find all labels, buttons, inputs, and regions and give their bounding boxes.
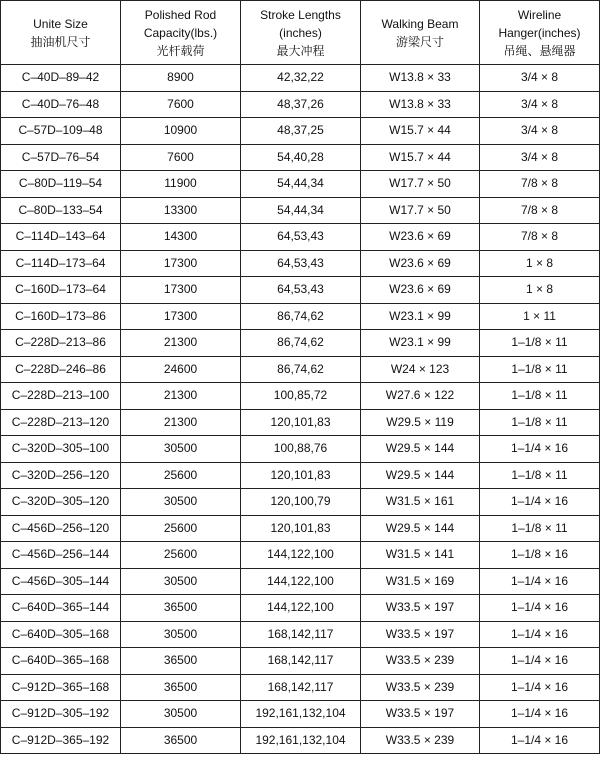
wireline-hanger-cell: 1–1/4 × 16: [480, 595, 600, 622]
polished-rod-capacity-cell: 10900: [121, 118, 241, 145]
stroke-lengths-cell: 64,53,43: [241, 224, 361, 251]
stroke-lengths-cell: 144,122,100: [241, 568, 361, 595]
header-polished-rod-capacity-zh: 光杆载荷: [156, 43, 205, 58]
stroke-lengths-cell: 120,101,83: [241, 409, 361, 436]
walking-beam-cell: W15.7 × 44: [361, 144, 480, 171]
walking-beam-cell: W33.5 × 197: [361, 701, 480, 728]
polished-rod-capacity-cell: 36500: [121, 595, 241, 622]
unit-size-cell: C–912D–365–192: [1, 727, 121, 754]
header-unit-size-en: Unite Size: [33, 16, 88, 31]
walking-beam-cell: W17.7 × 50: [361, 197, 480, 224]
unit-size-cell: C–640D–365–144: [1, 595, 121, 622]
table-row: [1, 118, 600, 145]
table-row: [1, 91, 600, 118]
table-row: [1, 568, 600, 595]
unit-size-cell: C–912D–305–192: [1, 701, 121, 728]
unit-size-cell: C–114D–173–64: [1, 250, 121, 277]
table-row: [1, 648, 600, 675]
unit-size-cell: C–640D–365–168: [1, 648, 121, 675]
table-row: [1, 674, 600, 701]
polished-rod-capacity-cell: 21300: [121, 383, 241, 410]
stroke-lengths-cell: 144,122,100: [241, 595, 361, 622]
table-row: [1, 462, 600, 489]
wireline-hanger-cell: 3/4 × 8: [480, 118, 600, 145]
header-row: [1, 1, 600, 65]
stroke-lengths-cell: 86,74,62: [241, 356, 361, 383]
walking-beam-cell: W13.8 × 33: [361, 65, 480, 92]
polished-rod-capacity-cell: 30500: [121, 436, 241, 463]
header-polished-rod-capacity-en: Polished Rod Capacity(lbs.): [143, 7, 218, 40]
stroke-lengths-cell: 100,85,72: [241, 383, 361, 410]
stroke-lengths-cell: 144,122,100: [241, 542, 361, 569]
unit-size-cell: C–114D–143–64: [1, 224, 121, 251]
table-row: [1, 701, 600, 728]
wireline-hanger-cell: 7/8 × 8: [480, 197, 600, 224]
unit-size-cell: C–40D–89–42: [1, 65, 121, 92]
table-row: [1, 383, 600, 410]
polished-rod-capacity-cell: 14300: [121, 224, 241, 251]
unit-size-cell: C–228D–213–100: [1, 383, 121, 410]
walking-beam-cell: W29.5 × 144: [361, 462, 480, 489]
stroke-lengths-cell: 86,74,62: [241, 303, 361, 330]
wireline-hanger-cell: 1–1/8 × 11: [480, 515, 600, 542]
polished-rod-capacity-cell: 36500: [121, 674, 241, 701]
header-stroke-lengths-zh: 最大冲程: [276, 43, 325, 58]
unit-size-cell: C–228D–246–86: [1, 356, 121, 383]
walking-beam-cell: W29.5 × 144: [361, 515, 480, 542]
walking-beam-cell: W23.1 × 99: [361, 330, 480, 357]
wireline-hanger-cell: 1–1/4 × 16: [480, 727, 600, 754]
stroke-lengths-cell: 168,142,117: [241, 648, 361, 675]
table-row: [1, 409, 600, 436]
stroke-lengths-cell: 120,100,79: [241, 489, 361, 516]
stroke-lengths-cell: 120,101,83: [241, 462, 361, 489]
walking-beam-cell: W24 × 123: [361, 356, 480, 383]
stroke-lengths-cell: 64,53,43: [241, 277, 361, 304]
wireline-hanger-cell: 1–1/4 × 16: [480, 621, 600, 648]
table-row: [1, 171, 600, 198]
wireline-hanger-cell: 1–1/8 × 11: [480, 383, 600, 410]
polished-rod-capacity-cell: 36500: [121, 648, 241, 675]
header-wireline-hanger: [480, 1, 600, 65]
walking-beam-cell: W23.6 × 69: [361, 250, 480, 277]
unit-size-cell: C–40D–76–48: [1, 91, 121, 118]
wireline-hanger-cell: 1–1/4 × 16: [480, 489, 600, 516]
header-walking-beam: [361, 1, 480, 65]
polished-rod-capacity-cell: 21300: [121, 409, 241, 436]
unit-size-cell: C–80D–119–54: [1, 171, 121, 198]
wireline-hanger-cell: 1 × 11: [480, 303, 600, 330]
unit-size-cell: C–456D–305–144: [1, 568, 121, 595]
table-row: [1, 436, 600, 463]
stroke-lengths-cell: 192,161,132,104: [241, 727, 361, 754]
table-row: [1, 595, 600, 622]
unit-size-cell: C–320D–256–120: [1, 462, 121, 489]
stroke-lengths-cell: 168,142,117: [241, 621, 361, 648]
polished-rod-capacity-cell: 25600: [121, 462, 241, 489]
walking-beam-cell: W23.6 × 69: [361, 224, 480, 251]
unit-size-cell: C–228D–213–86: [1, 330, 121, 357]
polished-rod-capacity-cell: 11900: [121, 171, 241, 198]
stroke-lengths-cell: 42,32,22: [241, 65, 361, 92]
wireline-hanger-cell: 3/4 × 8: [480, 144, 600, 171]
polished-rod-capacity-cell: 36500: [121, 727, 241, 754]
walking-beam-cell: W29.5 × 119: [361, 409, 480, 436]
walking-beam-cell: W13.8 × 33: [361, 91, 480, 118]
unit-size-cell: C–57D–76–54: [1, 144, 121, 171]
unit-size-cell: C–228D–213–120: [1, 409, 121, 436]
walking-beam-cell: W29.5 × 144: [361, 436, 480, 463]
walking-beam-cell: W33.5 × 197: [361, 621, 480, 648]
stroke-lengths-cell: 54,40,28: [241, 144, 361, 171]
unit-size-cell: C–912D–365–168: [1, 674, 121, 701]
walking-beam-cell: W23.6 × 69: [361, 277, 480, 304]
stroke-lengths-cell: 54,44,34: [241, 171, 361, 198]
polished-rod-capacity-cell: 7600: [121, 91, 241, 118]
header-walking-beam-zh: 游梁尺寸: [395, 34, 444, 49]
wireline-hanger-cell: 1–1/8 × 11: [480, 462, 600, 489]
table-row: [1, 727, 600, 754]
unit-size-cell: C–456D–256–120: [1, 515, 121, 542]
stroke-lengths-cell: 64,53,43: [241, 250, 361, 277]
polished-rod-capacity-cell: 30500: [121, 701, 241, 728]
wireline-hanger-cell: 1–1/4 × 16: [480, 648, 600, 675]
walking-beam-cell: W33.5 × 197: [361, 595, 480, 622]
unit-size-cell: C–57D–109–48: [1, 118, 121, 145]
unit-size-cell: C–456D–256–144: [1, 542, 121, 569]
table-row: [1, 250, 600, 277]
wireline-hanger-cell: 1–1/8 × 16: [480, 542, 600, 569]
table-row: [1, 330, 600, 357]
walking-beam-cell: W33.5 × 239: [361, 648, 480, 675]
walking-beam-cell: W31.5 × 169: [361, 568, 480, 595]
unit-size-cell: C–80D–133–54: [1, 197, 121, 224]
stroke-lengths-cell: 54,44,34: [241, 197, 361, 224]
wireline-hanger-cell: 1 × 8: [480, 277, 600, 304]
walking-beam-cell: W27.6 × 122: [361, 383, 480, 410]
wireline-hanger-cell: 3/4 × 8: [480, 65, 600, 92]
polished-rod-capacity-cell: 30500: [121, 489, 241, 516]
wireline-hanger-cell: 1–1/4 × 16: [480, 674, 600, 701]
unit-size-cell: C–320D–305–120: [1, 489, 121, 516]
table-row: [1, 489, 600, 516]
table-row: [1, 224, 600, 251]
header-unit-size: [1, 1, 121, 65]
wireline-hanger-cell: 1 × 8: [480, 250, 600, 277]
table-row: [1, 542, 600, 569]
header-stroke-lengths-en: Stroke Lengths (inches): [260, 7, 341, 40]
table-row: [1, 356, 600, 383]
header-unit-size-zh: 抽油机尺寸: [30, 34, 91, 49]
header-walking-beam-en: Walking Beam: [381, 16, 459, 31]
polished-rod-capacity-cell: 17300: [121, 250, 241, 277]
walking-beam-cell: W31.5 × 161: [361, 489, 480, 516]
stroke-lengths-cell: 48,37,25: [241, 118, 361, 145]
header-polished-rod-capacity: [121, 1, 241, 65]
header-wireline-hanger-zh: 吊绳、悬绳器: [503, 43, 576, 58]
polished-rod-capacity-cell: 30500: [121, 621, 241, 648]
table-row: [1, 303, 600, 330]
walking-beam-cell: W33.5 × 239: [361, 674, 480, 701]
wireline-hanger-cell: 1–1/8 × 11: [480, 330, 600, 357]
wireline-hanger-cell: 1–1/4 × 16: [480, 701, 600, 728]
table-body: [1, 65, 600, 754]
table-row: [1, 65, 600, 92]
walking-beam-cell: W15.7 × 44: [361, 118, 480, 145]
stroke-lengths-cell: 86,74,62: [241, 330, 361, 357]
stroke-lengths-cell: 192,161,132,104: [241, 701, 361, 728]
polished-rod-capacity-cell: 17300: [121, 277, 241, 304]
unit-size-cell: C–160D–173–64: [1, 277, 121, 304]
unit-size-cell: C–320D–305–100: [1, 436, 121, 463]
wireline-hanger-cell: 1–1/8 × 11: [480, 356, 600, 383]
stroke-lengths-cell: 100,88,76: [241, 436, 361, 463]
table-header: [1, 1, 600, 65]
header-wireline-hanger-en: Wireline Hanger(inches): [498, 7, 581, 40]
polished-rod-capacity-cell: 8900: [121, 65, 241, 92]
walking-beam-cell: W31.5 × 141: [361, 542, 480, 569]
polished-rod-capacity-cell: 13300: [121, 197, 241, 224]
polished-rod-capacity-cell: 17300: [121, 303, 241, 330]
wireline-hanger-cell: 7/8 × 8: [480, 171, 600, 198]
wireline-hanger-cell: 7/8 × 8: [480, 224, 600, 251]
stroke-lengths-cell: 120,101,83: [241, 515, 361, 542]
polished-rod-capacity-cell: 24600: [121, 356, 241, 383]
wireline-hanger-cell: 1–1/4 × 16: [480, 568, 600, 595]
unit-size-cell: C–640D–305–168: [1, 621, 121, 648]
walking-beam-cell: W17.7 × 50: [361, 171, 480, 198]
polished-rod-capacity-cell: 25600: [121, 515, 241, 542]
polished-rod-capacity-cell: 30500: [121, 568, 241, 595]
polished-rod-capacity-cell: 25600: [121, 542, 241, 569]
wireline-hanger-cell: 3/4 × 8: [480, 91, 600, 118]
stroke-lengths-cell: 48,37,26: [241, 91, 361, 118]
table-row: [1, 277, 600, 304]
polished-rod-capacity-cell: 21300: [121, 330, 241, 357]
wireline-hanger-cell: 1–1/8 × 11: [480, 409, 600, 436]
table-row: [1, 197, 600, 224]
walking-beam-cell: W23.1 × 99: [361, 303, 480, 330]
table-row: [1, 515, 600, 542]
stroke-lengths-cell: 168,142,117: [241, 674, 361, 701]
header-stroke-lengths: [241, 1, 361, 65]
table-row: [1, 144, 600, 171]
polished-rod-capacity-cell: 7600: [121, 144, 241, 171]
walking-beam-cell: W33.5 × 239: [361, 727, 480, 754]
wireline-hanger-cell: 1–1/4 × 16: [480, 436, 600, 463]
table-row: [1, 621, 600, 648]
unit-size-cell: C–160D–173–86: [1, 303, 121, 330]
